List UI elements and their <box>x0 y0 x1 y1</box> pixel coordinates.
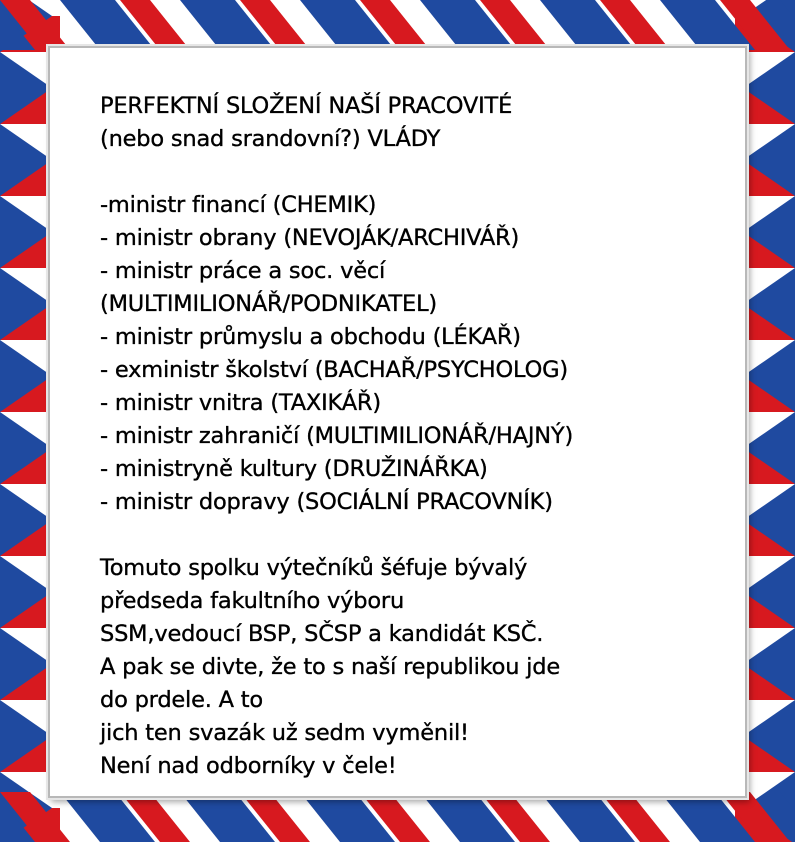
closing-line: předseda fakultního výboru <box>100 588 405 614</box>
title-line-2: (nebo snad srandovní?) VLÁDY <box>100 126 441 152</box>
minister-line: - ministr průmyslu a obchodu (LÉKAŘ) <box>100 324 521 350</box>
closing-line: do prdele. A to <box>100 687 263 713</box>
title-line-1: PERFEKTNÍ SLOŽENÍ NAŠÍ PRACOVITÉ <box>100 93 513 119</box>
closing-line: SSM,vedoucí BSP, SČSP a kandidát KSČ. <box>100 621 544 647</box>
minister-line: - ministr zahraničí (MULTIMILIONÁŘ/HAJNÝ) <box>100 423 574 449</box>
minister-line: - exministr školství (BACHAŘ/PSYCHOLOG) <box>100 357 568 383</box>
closing-line: Není nad odborníky v čele! <box>100 753 397 779</box>
spacer <box>100 519 740 552</box>
minister-line: -ministr financí (CHEMIK) <box>100 192 377 218</box>
minister-line: (MULTIMILIONÁŘ/PODNIKATEL) <box>100 291 437 317</box>
closing-line: A pak se divte, že to s naší republikou jde <box>100 654 561 680</box>
minister-line: - ministryně kultury (DRUŽINÁŘKA) <box>100 456 488 482</box>
minister-line: - ministr práce a soc. věcí <box>100 258 386 284</box>
minister-line: - ministr vnitra (TAXIKÁŘ) <box>100 390 381 416</box>
minister-line: - ministr dopravy (SOCIÁLNÍ PRACOVNÍK) <box>100 489 553 515</box>
closing-line: Tomuto spolku výtečníků šéfuje bývalý <box>100 555 528 581</box>
minister-line: - ministr obrany (NEVOJÁK/ARCHIVÁŘ) <box>100 225 520 251</box>
spacer <box>100 156 740 189</box>
closing-line: jich ten svazák už sedm vyměnil! <box>100 720 469 746</box>
post-text <box>100 90 740 783</box>
